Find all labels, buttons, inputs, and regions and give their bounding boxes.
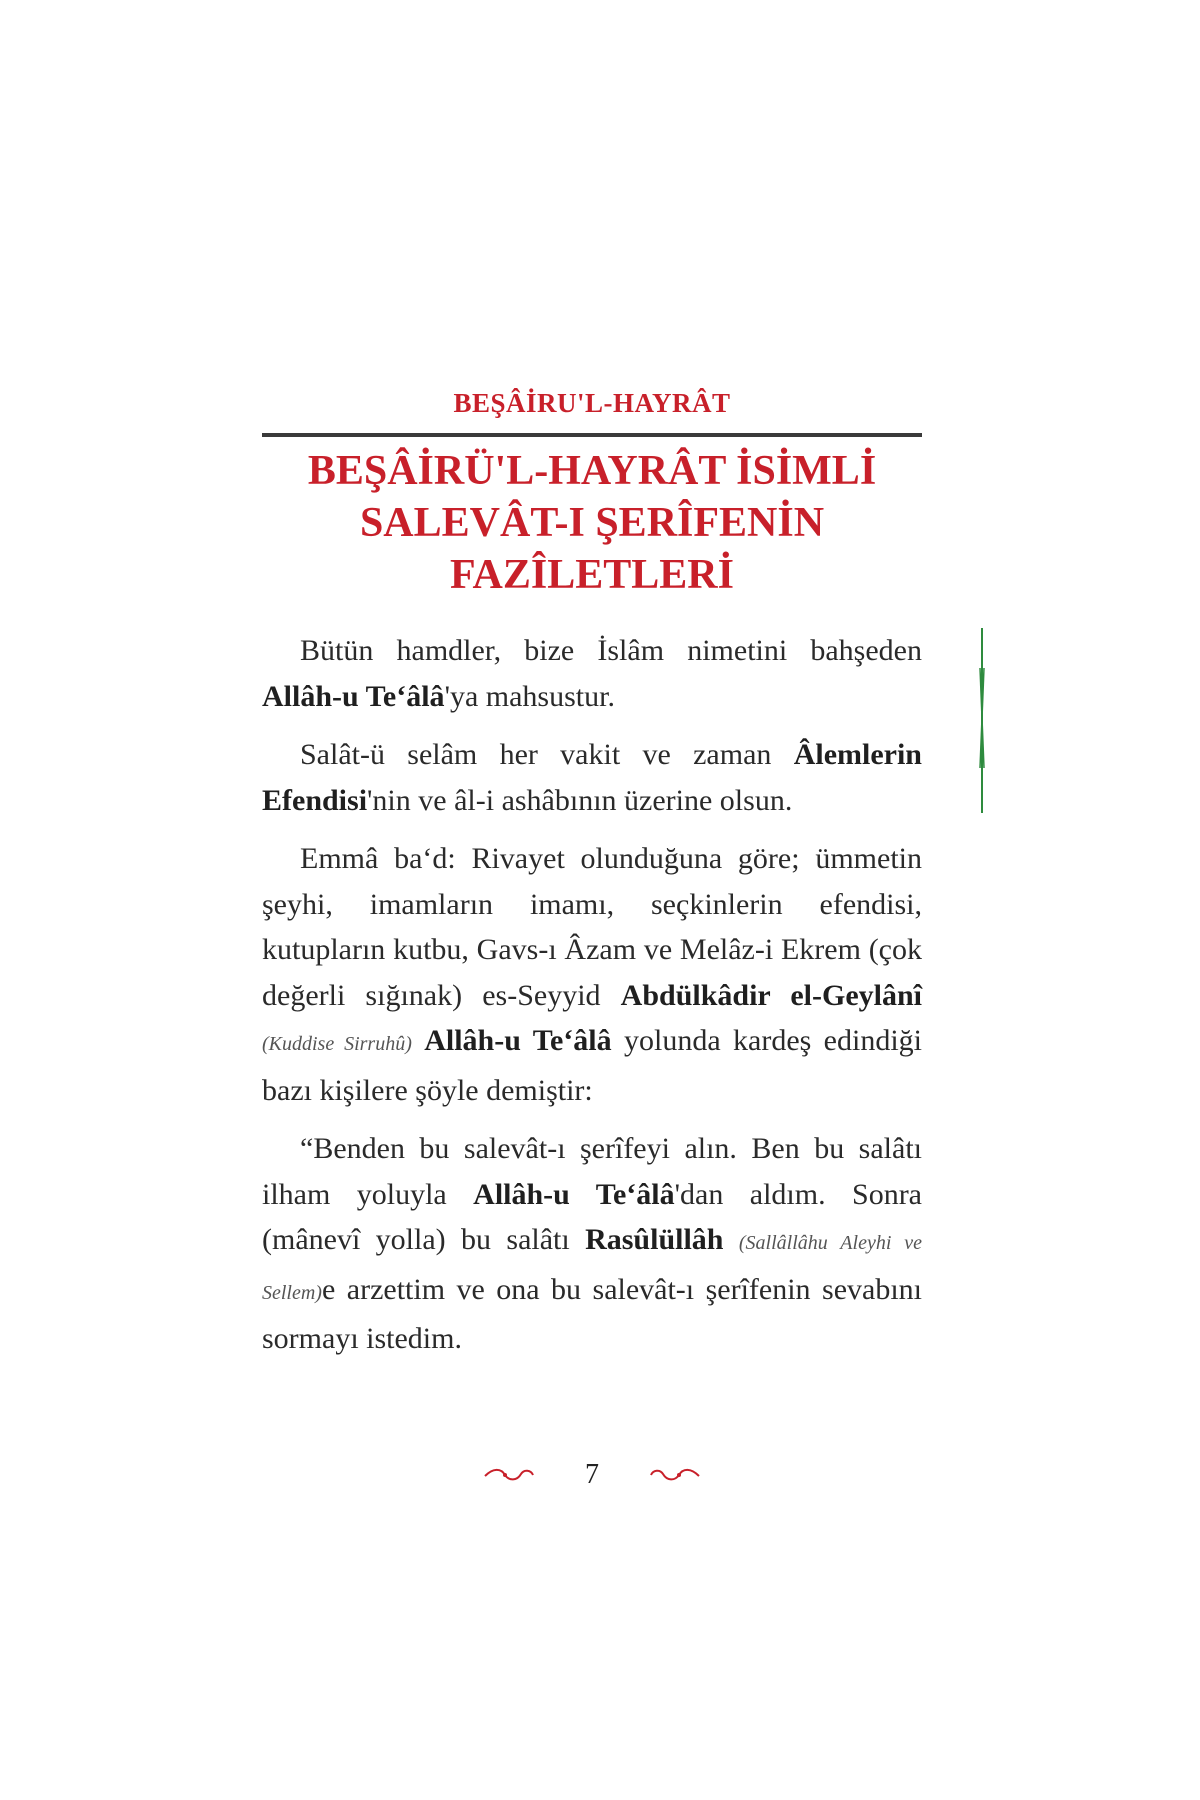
paragraph-2 <box>262 732 922 823</box>
chapter-title <box>262 445 922 601</box>
bold-name: Allâh-u Te‘âlâ <box>262 679 445 713</box>
page-footer <box>440 1455 744 1495</box>
paragraph-text: Bütün hamdler, bize İslâm nimetini bahşeden <box>300 634 922 667</box>
paragraph-text: yolunda kardeş edindiği bazı kişilere şöyle demiştir: <box>262 1024 922 1107</box>
paragraph-1 <box>262 628 922 719</box>
body-text <box>262 628 922 1375</box>
paragraph-text: Emmâ ba‘d: Rivayet olunduğuna göre; ümmetin şeyhi, imamların imamı, seçkinlerin efendisi, kutupların kutbu, Gavs-ı Âzam ve Melâz-i Ekrem (çok değerli sığınak) es-Seyyid <box>262 842 922 1012</box>
paragraph-4 <box>262 1126 922 1362</box>
bold-name: Âlemlerin Efendisi <box>262 738 922 817</box>
paragraph-text: e arzettim ve ona bu salevât-ı şerîfenin sevabını sormayı istedim. <box>262 1272 922 1355</box>
running-head: BEŞÂİRU'L-HAYRÂT <box>453 388 731 418</box>
chapter-title-line-3: FAZÎLETLERİ <box>450 552 734 598</box>
bold-name: Abdülkâdir el-Geylânî <box>620 978 922 1012</box>
flourish-ornament-icon <box>649 1466 701 1484</box>
bold-name: Allâh-u Te‘âlâ <box>424 1024 612 1057</box>
paragraph-text: 'dan aldım. Sonra (mânevî yolla) bu salâtı <box>262 1177 922 1256</box>
chapter-title-line-2: SALEVÂT-I ŞERÎFENİN <box>359 500 825 546</box>
honorific-note: (Sallâllâhu Aleyhi ve Sellem) <box>262 1232 923 1304</box>
bookmark-ribbon-icon <box>978 628 986 813</box>
paragraph-text: Salât-ü selâm her vakit ve zaman <box>300 738 794 771</box>
header-rule <box>262 433 922 437</box>
paragraph-text: 'ya mahsustur. <box>444 679 615 713</box>
bold-name: Allâh-u Te‘âlâ <box>473 1177 675 1211</box>
chapter-title-line-1: BEŞÂİRÜ'L-HAYRÂT İSİMLİ <box>307 448 877 494</box>
paragraph-3 <box>262 836 922 1113</box>
page-number: 7 <box>585 1459 599 1490</box>
bold-name: Rasûlüllâh <box>585 1223 724 1256</box>
honorific-note: (Kuddise Sirruhû) <box>262 1033 412 1055</box>
flourish-ornament-icon <box>483 1466 535 1484</box>
paragraph-text: 'nin ve âl-i ashâbının üzerine olsun. <box>367 783 793 817</box>
paragraph-text: “Benden bu salevât-ı şerîfeyi alın. Ben bu salâtı ilham yoluyla <box>262 1132 922 1211</box>
